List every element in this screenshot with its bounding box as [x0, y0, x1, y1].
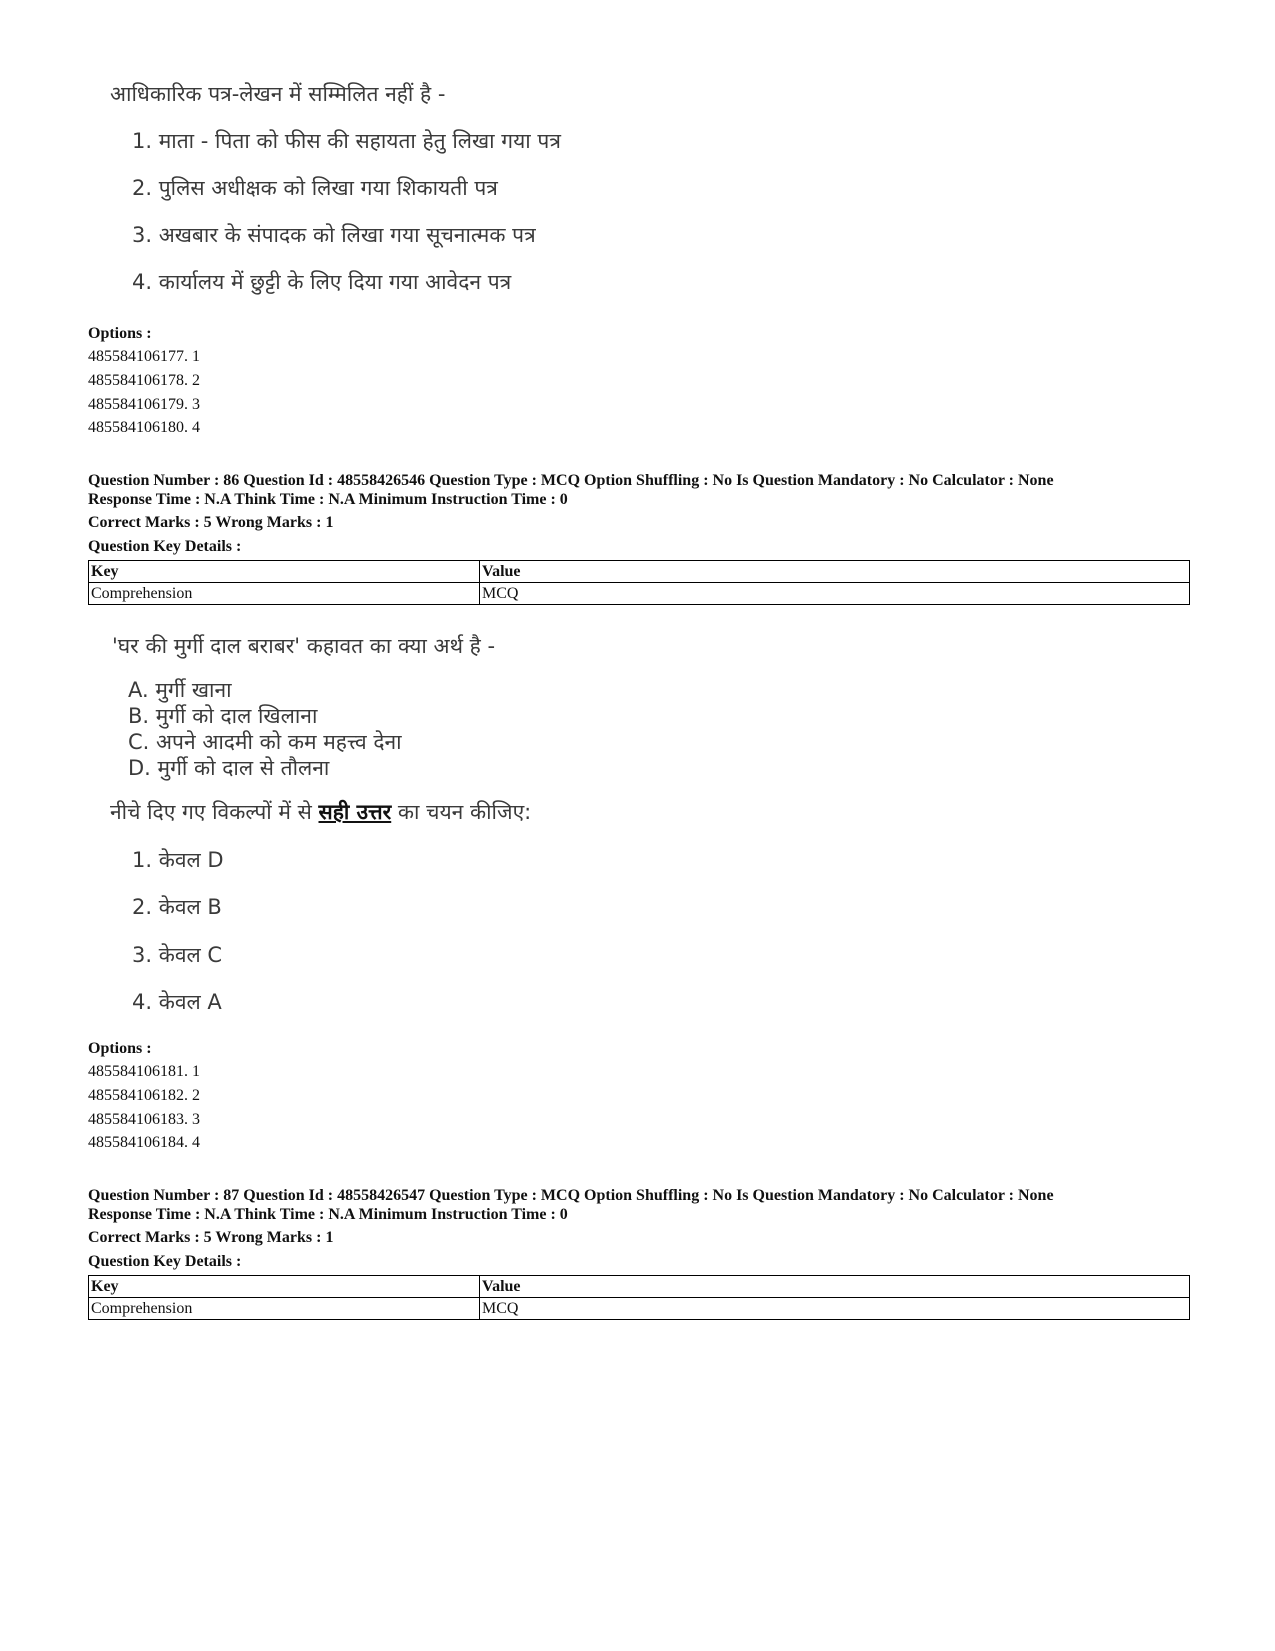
- q85-choice-4: 4. कार्यालय में छुट्टी के लिए दिया गया आवेदन पत्र: [132, 270, 512, 294]
- q85-option-3: 485584106179. 3: [88, 396, 200, 413]
- q86-choice-1: 1. केवल D: [132, 848, 224, 872]
- instruction-pre: नीचे दिए गए विकल्पों में से: [110, 800, 319, 824]
- q86-choice-2: 2. केवल B: [132, 895, 222, 919]
- q86-key-details-label: Question Key Details :: [88, 538, 242, 555]
- q86-meta-line1: Question Number : 86 Question Id : 48558426546 Question Type : MCQ Option Shuffling : No Is Question Mandatory : No Calculator : None: [88, 472, 1054, 489]
- q86-marks: Correct Marks : 5 Wrong Marks : 1: [88, 514, 334, 531]
- table-header-key: Key: [89, 1276, 480, 1298]
- q85-option-4: 485584106180. 4: [88, 419, 200, 436]
- instruction-post: का चयन कीजिए:: [391, 800, 532, 824]
- q86-options-label: Options :: [88, 1040, 152, 1057]
- q86-statement-b: B. मुर्गी को दाल खिलाना: [128, 704, 318, 728]
- q86-option-2: 485584106182. 2: [88, 1087, 200, 1104]
- q86-meta-line2: Response Time : N.A Think Time : N.A Minimum Instruction Time : 0: [88, 491, 568, 508]
- table-row: [89, 583, 1190, 605]
- q86-instruction: [110, 802, 531, 823]
- q85-prompt: आधिकारिक पत्र-लेखन में सम्मिलित नहीं है -: [110, 82, 446, 106]
- q86-option-1: 485584106181. 1: [88, 1063, 200, 1080]
- q86-statement-a: A. मुर्गी खाना: [128, 678, 232, 702]
- table-cell-key: Comprehension: [89, 583, 480, 605]
- table-cell-value: MCQ: [480, 583, 1190, 605]
- table-cell-key: Comprehension: [89, 1298, 480, 1320]
- q87-meta-line2: Response Time : N.A Think Time : N.A Minimum Instruction Time : 0: [88, 1206, 568, 1223]
- q87-meta-line1: Question Number : 87 Question Id : 48558426547 Question Type : MCQ Option Shuffling : No Is Question Mandatory : No Calculator : None: [88, 1187, 1054, 1204]
- q86-choice-3: 3. केवल C: [132, 943, 223, 967]
- q86-prompt: 'घर की मुर्गी दाल बराबर' कहावत का क्या अर्थ है -: [112, 634, 496, 658]
- q85-choice-2: 2. पुलिस अधीक्षक को लिखा गया शिकायती पत्र: [132, 176, 498, 200]
- table-header-row: [89, 1276, 1190, 1298]
- q85-choice-3: 3. अखबार के संपादक को लिखा गया सूचनात्मक पत्र: [132, 223, 536, 247]
- q86-statement-c: C. अपने आदमी को कम महत्त्व देना: [128, 730, 402, 754]
- q85-option-2: 485584106178. 2: [88, 372, 200, 389]
- q85-choice-1: 1. माता - पिता को फीस की सहायता हेतु लिखा गया पत्र: [132, 129, 561, 153]
- instruction-emphasis: सही उत्तर: [318, 800, 392, 824]
- q87-key-table: [88, 1275, 1190, 1320]
- q87-marks: Correct Marks : 5 Wrong Marks : 1: [88, 1229, 334, 1246]
- table-cell-value: MCQ: [480, 1298, 1190, 1320]
- table-header-value: Value: [480, 1276, 1190, 1298]
- q86-choice-4: 4. केवल A: [132, 990, 222, 1014]
- q87-key-details-label: Question Key Details :: [88, 1253, 242, 1270]
- q86-option-4: 485584106184. 4: [88, 1134, 200, 1151]
- q86-key-table: [88, 560, 1190, 605]
- table-header-key: Key: [89, 561, 480, 583]
- table-header-value: Value: [480, 561, 1190, 583]
- q85-option-1: 485584106177. 1: [88, 348, 200, 365]
- q86-statement-d: D. मुर्गी को दाल से तौलना: [128, 756, 330, 780]
- table-row: [89, 1298, 1190, 1320]
- table-header-row: [89, 561, 1190, 583]
- q86-option-3: 485584106183. 3: [88, 1111, 200, 1128]
- q85-options-label: Options :: [88, 325, 152, 342]
